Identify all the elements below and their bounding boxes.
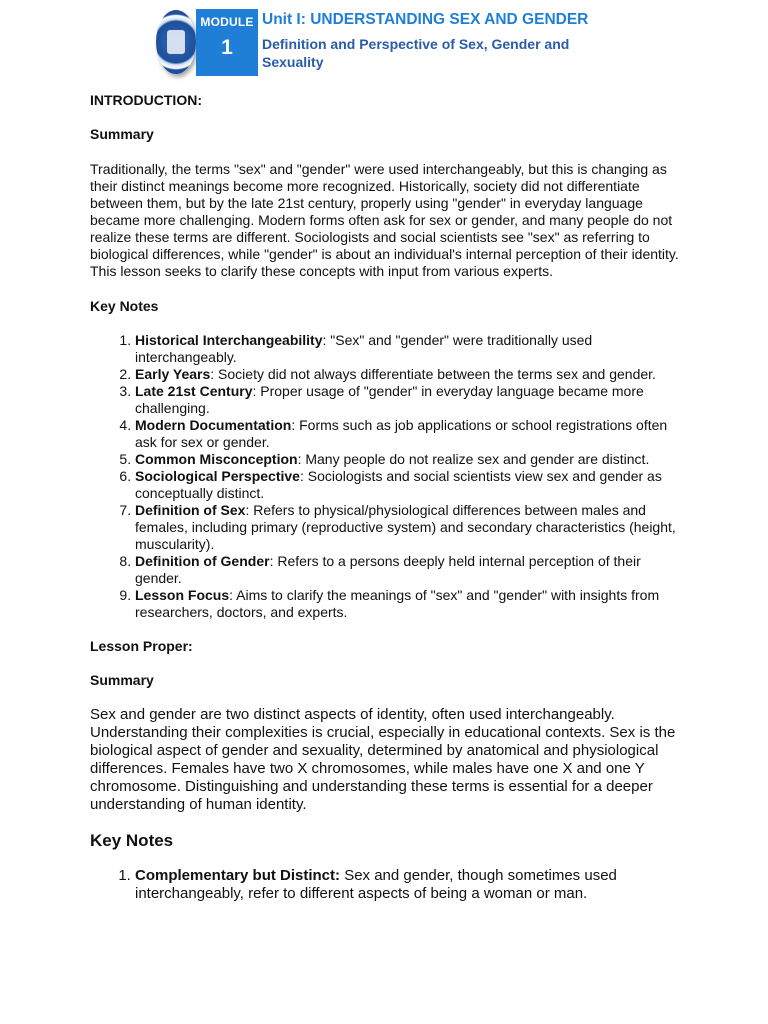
module-subtitle: Definition and Perspective of Sex, Gender and Sexuality — [262, 36, 570, 70]
module-word: MODULE — [200, 15, 254, 29]
list-item: 1. Complementary but Distinct: Sex and gender, though sometimes used interchangeably, refer to different aspects of being a woman or man. — [135, 867, 682, 903]
intro-key-notes-heading: Key Notes — [90, 298, 159, 314]
list-item: 8. Definition of Gender: Refers to a persons deeply held internal perception of their gender. — [135, 553, 682, 587]
lesson-key-notes-list — [90, 867, 682, 903]
intro-summary-heading: Summary — [90, 126, 154, 142]
lesson-summary-text: Sex and gender are two distinct aspects of identity, often used interchangeably. Understanding their complexities is crucial, especially in educational contexts. Sex is the biological aspect of gender and sexuality, determined by anatomical and physiological differences. Females have two X chromosomes, while males have one X and one Y chromosome. Distinguishing and understanding these terms is essential for a deeper understanding of human identity. — [90, 706, 676, 813]
school-seal-logo — [156, 10, 196, 74]
lesson-key-notes-heading: Key Notes — [90, 831, 174, 850]
module-header — [150, 4, 620, 80]
list-item: 9. Lesson Focus: Aims to clarify the meanings of "sex" and "gender" with insights from researchers, doctors, and experts. — [135, 587, 682, 621]
lesson-summary-heading: Summary — [90, 672, 154, 688]
list-item: 3. Late 21st Century: Proper usage of "gender" in everyday language became more challenging. — [135, 383, 682, 417]
list-item: 6. Sociological Perspective: Sociologists and social scientists view sex and gender as conceptually distinct. — [135, 468, 682, 502]
module-number: 1 — [221, 36, 233, 59]
list-item: 2. Early Years: Society did not always differentiate between the terms sex and gender. — [135, 366, 682, 383]
list-item: 7. Definition of Sex: Refers to physical/physiological differences between males and females, including primary (reproductive system) and secondary characteristics (height, muscularity). — [135, 502, 682, 553]
lesson-proper-heading: Lesson Proper: — [90, 638, 193, 654]
intro-summary-text: Traditionally, the terms "sex" and "gender" were used interchangeably, but this is changing as their distinct meanings become more recognized. Historically, society did not differentiate between them, but by the late 21st century, properly using "gender" in everyday language became more challenging. Modern forms often ask for sex or gender, and many people do not realize these terms are different. Sociologists and social scientists see "sex" as referring to biological differences, while "gender" is about an individual's internal perception of their identity. This lesson seeks to clarify these concepts with input from various experts. — [90, 161, 679, 279]
module-badge — [196, 9, 258, 76]
introduction-heading: INTRODUCTION: — [90, 92, 202, 108]
list-item: 1. Historical Interchangeability: "Sex" and "gender" were traditionally used interchangeably. — [135, 332, 682, 366]
list-item: 5. Common Misconception: Many people do not realize sex and gender are distinct. — [135, 451, 682, 468]
list-item: 4. Modern Documentation: Forms such as job applications or school registrations often ask for sex or gender. — [135, 417, 682, 451]
unit-title: Unit I: UNDERSTANDING SEX AND GENDER — [262, 11, 589, 28]
intro-key-notes-list — [90, 332, 682, 621]
document-body — [90, 92, 682, 903]
